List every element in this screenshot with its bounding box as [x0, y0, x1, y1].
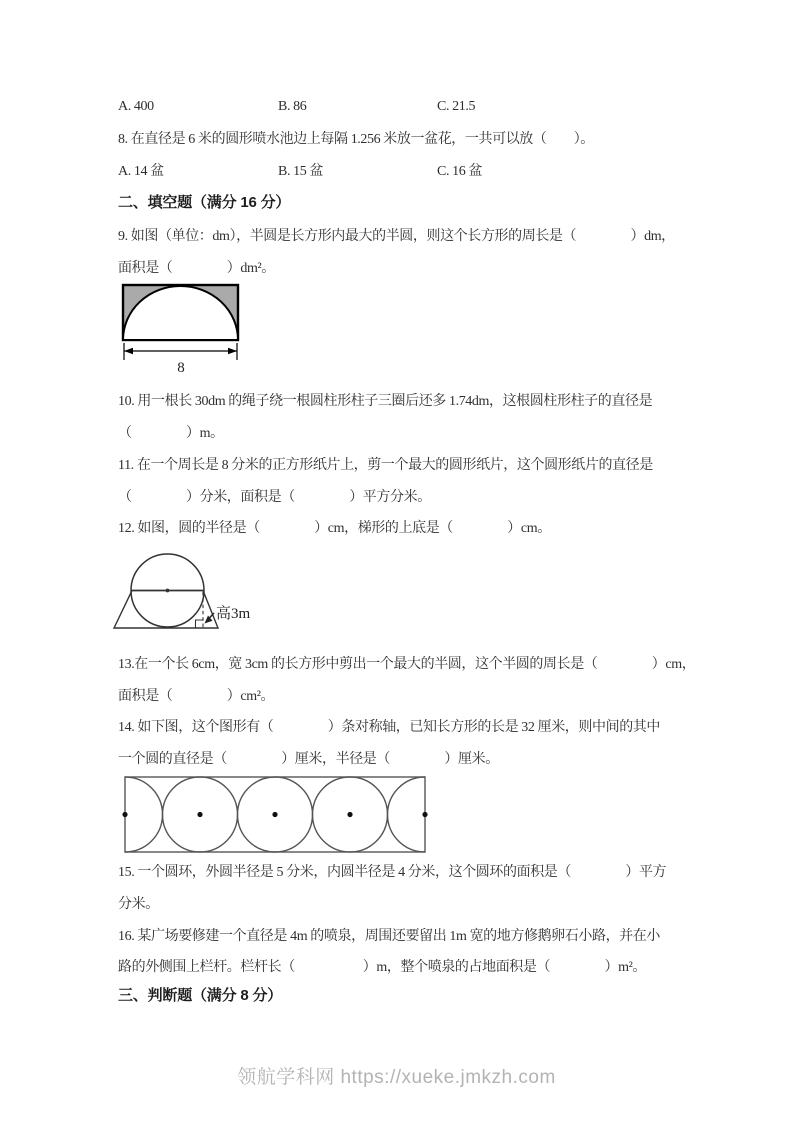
width-dimension-arrow: [124, 343, 237, 360]
circle-center-dot: [166, 589, 170, 593]
q13-line1: 13.在一个长 6cm，宽 3cm 的长方形中剪出一个最大的半圆，这个半圆的周长是（ ）cm，: [118, 657, 696, 672]
watermark-footer: 领航学科网 https://xueke.jmkzh.com: [237, 1067, 556, 1088]
q11-line1: 11. 在一个周长是 8 分米的正方形纸片上，剪一个最大的圆形纸片，这个圆形纸片的直径是: [118, 458, 653, 473]
circles-in-rectangle-diagram: [121, 776, 429, 854]
q12-text: 12. 如图，圆的半径是（ ）cm，梯形的上底是（ ）cm。: [118, 521, 551, 536]
q7-option-a: A. 400: [118, 99, 154, 114]
q11-line2: （ ）分米，面积是（ ）平方分米。: [118, 490, 431, 505]
q14-line2: 一个圆的直径是（ ）厘米，半径是（ ）厘米。: [118, 752, 499, 767]
q10-line1: 10. 用一根长 30dm 的绳子绕一根圆柱形柱子三圈后还多 1.74dm，这根圆柱形柱子的直径是: [118, 394, 653, 409]
section-judge-title: 三、判断题（满分 8 分）: [118, 987, 283, 1004]
q7-option-c: C. 21.5: [437, 99, 476, 114]
q8-option-c: C. 16 盆: [437, 164, 483, 179]
q9-line2: 面积是（ ）dm²。: [118, 261, 275, 276]
q16-line2: 路的外侧围上栏杆。栏杆长（ ）m，整个喷泉的占地面积是（ ）m²。: [118, 960, 646, 975]
semicircle-in-rectangle-diagram: [121, 283, 243, 375]
q14-line1: 14. 如下图，这个图形有（ ）条对称轴，已知长方形的长是 32 厘米，则中间的其中: [118, 720, 660, 735]
dimension-label-8: 8: [177, 360, 185, 375]
circle-in-trapezoid-diagram: [110, 548, 270, 648]
q15-line1: 15. 一个圆环，外圆半径是 5 分米，内圆半径是 4 分米，这个圆环的面积是（ ）平方: [118, 865, 667, 880]
q16-line1: 16. 某广场要修建一个直径是 4m 的喷泉，周围还要留出 1m 宽的地方修鹅卵石小路，并在小: [118, 929, 660, 944]
q15-line2: 分米。: [118, 897, 159, 912]
q13-line2: 面积是（ ）cm²。: [118, 689, 275, 704]
height-label: 高3m: [216, 606, 251, 622]
section-fill-title: 二、填空题（满分 16 分）: [118, 194, 291, 211]
right-angle-marker: [196, 620, 204, 628]
q8-text: 8. 在直径是 6 米的圆形喷水池边上每隔 1.256 米放一盆花，一共可以放（ ）。: [118, 132, 594, 147]
trapezoid: [114, 591, 218, 629]
circle-center-dots: [122, 812, 427, 817]
height-pointer-arrow: [205, 613, 215, 624]
q9-line1: 9. 如图（单位：dm），半圆是长方形内最大的半圆，则这个长方形的周长是（ ）dm，: [118, 229, 675, 244]
q10-line2: （ ）m。: [118, 426, 224, 441]
q8-options-row: [118, 162, 718, 182]
q7-options-row: [118, 97, 718, 117]
q7-option-b: B. 86: [278, 99, 307, 114]
q8-option-b: B. 15 盆: [278, 164, 324, 179]
q8-option-a: A. 14 盆: [118, 164, 164, 179]
